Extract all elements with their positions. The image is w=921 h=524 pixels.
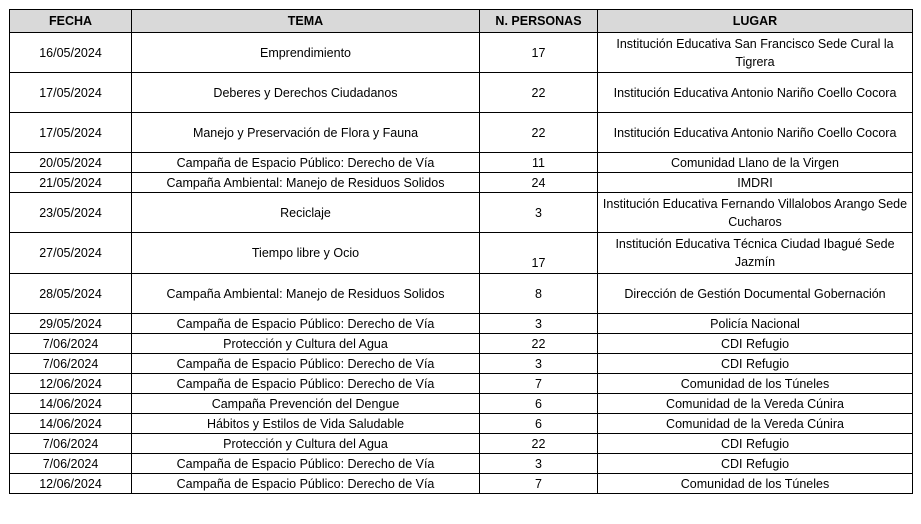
table-row [10, 173, 913, 193]
cell-personas: 17 [480, 33, 598, 73]
cell-lugar: Comunidad de los Túneles [598, 374, 913, 394]
table-row [10, 73, 913, 113]
cell-fecha: 28/05/2024 [10, 274, 132, 314]
table-row [10, 354, 913, 374]
header-fecha: FECHA [10, 10, 132, 33]
cell-tema: Campaña de Espacio Público: Derecho de Vía [132, 374, 480, 394]
table-row [10, 274, 913, 314]
cell-tema: Campaña Ambiental: Manejo de Residuos Solidos [132, 173, 480, 193]
cell-personas: 24 [480, 173, 598, 193]
table-row [10, 193, 913, 233]
cell-lugar: CDI Refugio [598, 354, 913, 374]
cell-personas: 22 [480, 113, 598, 153]
cell-lugar: Institución Educativa Antonio Nariño Coello Cocora [598, 73, 913, 113]
cell-personas: 7 [480, 374, 598, 394]
table-row [10, 454, 913, 474]
cell-personas: 11 [480, 153, 598, 173]
cell-tema: Deberes y Derechos Ciudadanos [132, 73, 480, 113]
cell-tema: Campaña de Espacio Público: Derecho de Vía [132, 354, 480, 374]
header-tema: TEMA [132, 10, 480, 33]
cell-personas: 7 [480, 474, 598, 494]
cell-tema: Reciclaje [132, 193, 480, 233]
cell-lugar: Comunidad de la Vereda Cúnira [598, 414, 913, 434]
cell-fecha: 17/05/2024 [10, 113, 132, 153]
cell-lugar: Institución Educativa Fernando Villalobos Arango Sede Cucharos [598, 193, 913, 233]
cell-lugar: IMDRI [598, 173, 913, 193]
cell-lugar: Policía Nacional [598, 314, 913, 334]
cell-tema: Protección y Cultura del Agua [132, 434, 480, 454]
cell-personas: 17 [480, 233, 598, 274]
cell-fecha: 20/05/2024 [10, 153, 132, 173]
cell-lugar: CDI Refugio [598, 334, 913, 354]
cell-lugar: CDI Refugio [598, 454, 913, 474]
table-row [10, 434, 913, 454]
cell-lugar: CDI Refugio [598, 434, 913, 454]
cell-tema: Emprendimiento [132, 33, 480, 73]
table-row [10, 414, 913, 434]
cell-fecha: 7/06/2024 [10, 334, 132, 354]
header-lugar: LUGAR [598, 10, 913, 33]
cell-tema: Campaña de Espacio Público: Derecho de Vía [132, 474, 480, 494]
cell-fecha: 12/06/2024 [10, 374, 132, 394]
cell-lugar: Dirección de Gestión Documental Gobernación [598, 274, 913, 314]
cell-personas: 22 [480, 334, 598, 354]
cell-personas: 3 [480, 354, 598, 374]
cell-tema: Campaña de Espacio Público: Derecho de Vía [132, 454, 480, 474]
table-row [10, 334, 913, 354]
table-row [10, 233, 913, 274]
cell-personas: 3 [480, 193, 598, 233]
cell-tema: Tiempo libre y Ocio [132, 233, 480, 274]
cell-lugar: Institución Educativa Antonio Nariño Coello Cocora [598, 113, 913, 153]
table-row [10, 374, 913, 394]
cell-tema: Campaña Prevención del Dengue [132, 394, 480, 414]
cell-lugar: Comunidad Llano de la Virgen [598, 153, 913, 173]
cell-fecha: 7/06/2024 [10, 454, 132, 474]
table-row [10, 474, 913, 494]
table-row [10, 153, 913, 173]
cell-lugar: Comunidad de la Vereda Cúnira [598, 394, 913, 414]
cell-fecha: 16/05/2024 [10, 33, 132, 73]
cell-personas: 6 [480, 414, 598, 434]
cell-fecha: 27/05/2024 [10, 233, 132, 274]
cell-fecha: 7/06/2024 [10, 434, 132, 454]
cell-lugar: Comunidad de los Túneles [598, 474, 913, 494]
cell-personas: 8 [480, 274, 598, 314]
cell-tema: Manejo y Preservación de Flora y Fauna [132, 113, 480, 153]
cell-tema: Protección y Cultura del Agua [132, 334, 480, 354]
cell-tema: Campaña Ambiental: Manejo de Residuos Solidos [132, 274, 480, 314]
cell-fecha: 17/05/2024 [10, 73, 132, 113]
table-row [10, 394, 913, 414]
cell-fecha: 12/06/2024 [10, 474, 132, 494]
cell-fecha: 23/05/2024 [10, 193, 132, 233]
cell-personas: 3 [480, 314, 598, 334]
table-row [10, 113, 913, 153]
cell-personas: 3 [480, 454, 598, 474]
cell-personas: 6 [480, 394, 598, 414]
cell-fecha: 14/06/2024 [10, 414, 132, 434]
cell-tema: Campaña de Espacio Público: Derecho de Vía [132, 314, 480, 334]
cell-personas: 22 [480, 73, 598, 113]
cell-tema: Hábitos y Estilos de Vida Saludable [132, 414, 480, 434]
activities-table [9, 9, 913, 494]
cell-lugar: Institución Educativa Técnica Ciudad Ibagué Sede Jazmín [598, 233, 913, 274]
cell-lugar: Institución Educativa San Francisco Sede Cural la Tigrera [598, 33, 913, 73]
cell-tema: Campaña de Espacio Público: Derecho de Vía [132, 153, 480, 173]
cell-personas: 22 [480, 434, 598, 454]
cell-fecha: 14/06/2024 [10, 394, 132, 414]
cell-fecha: 29/05/2024 [10, 314, 132, 334]
header-row [10, 10, 913, 33]
table-row [10, 33, 913, 73]
header-personas: N. PERSONAS [480, 10, 598, 33]
cell-fecha: 7/06/2024 [10, 354, 132, 374]
cell-fecha: 21/05/2024 [10, 173, 132, 193]
table-row [10, 314, 913, 334]
